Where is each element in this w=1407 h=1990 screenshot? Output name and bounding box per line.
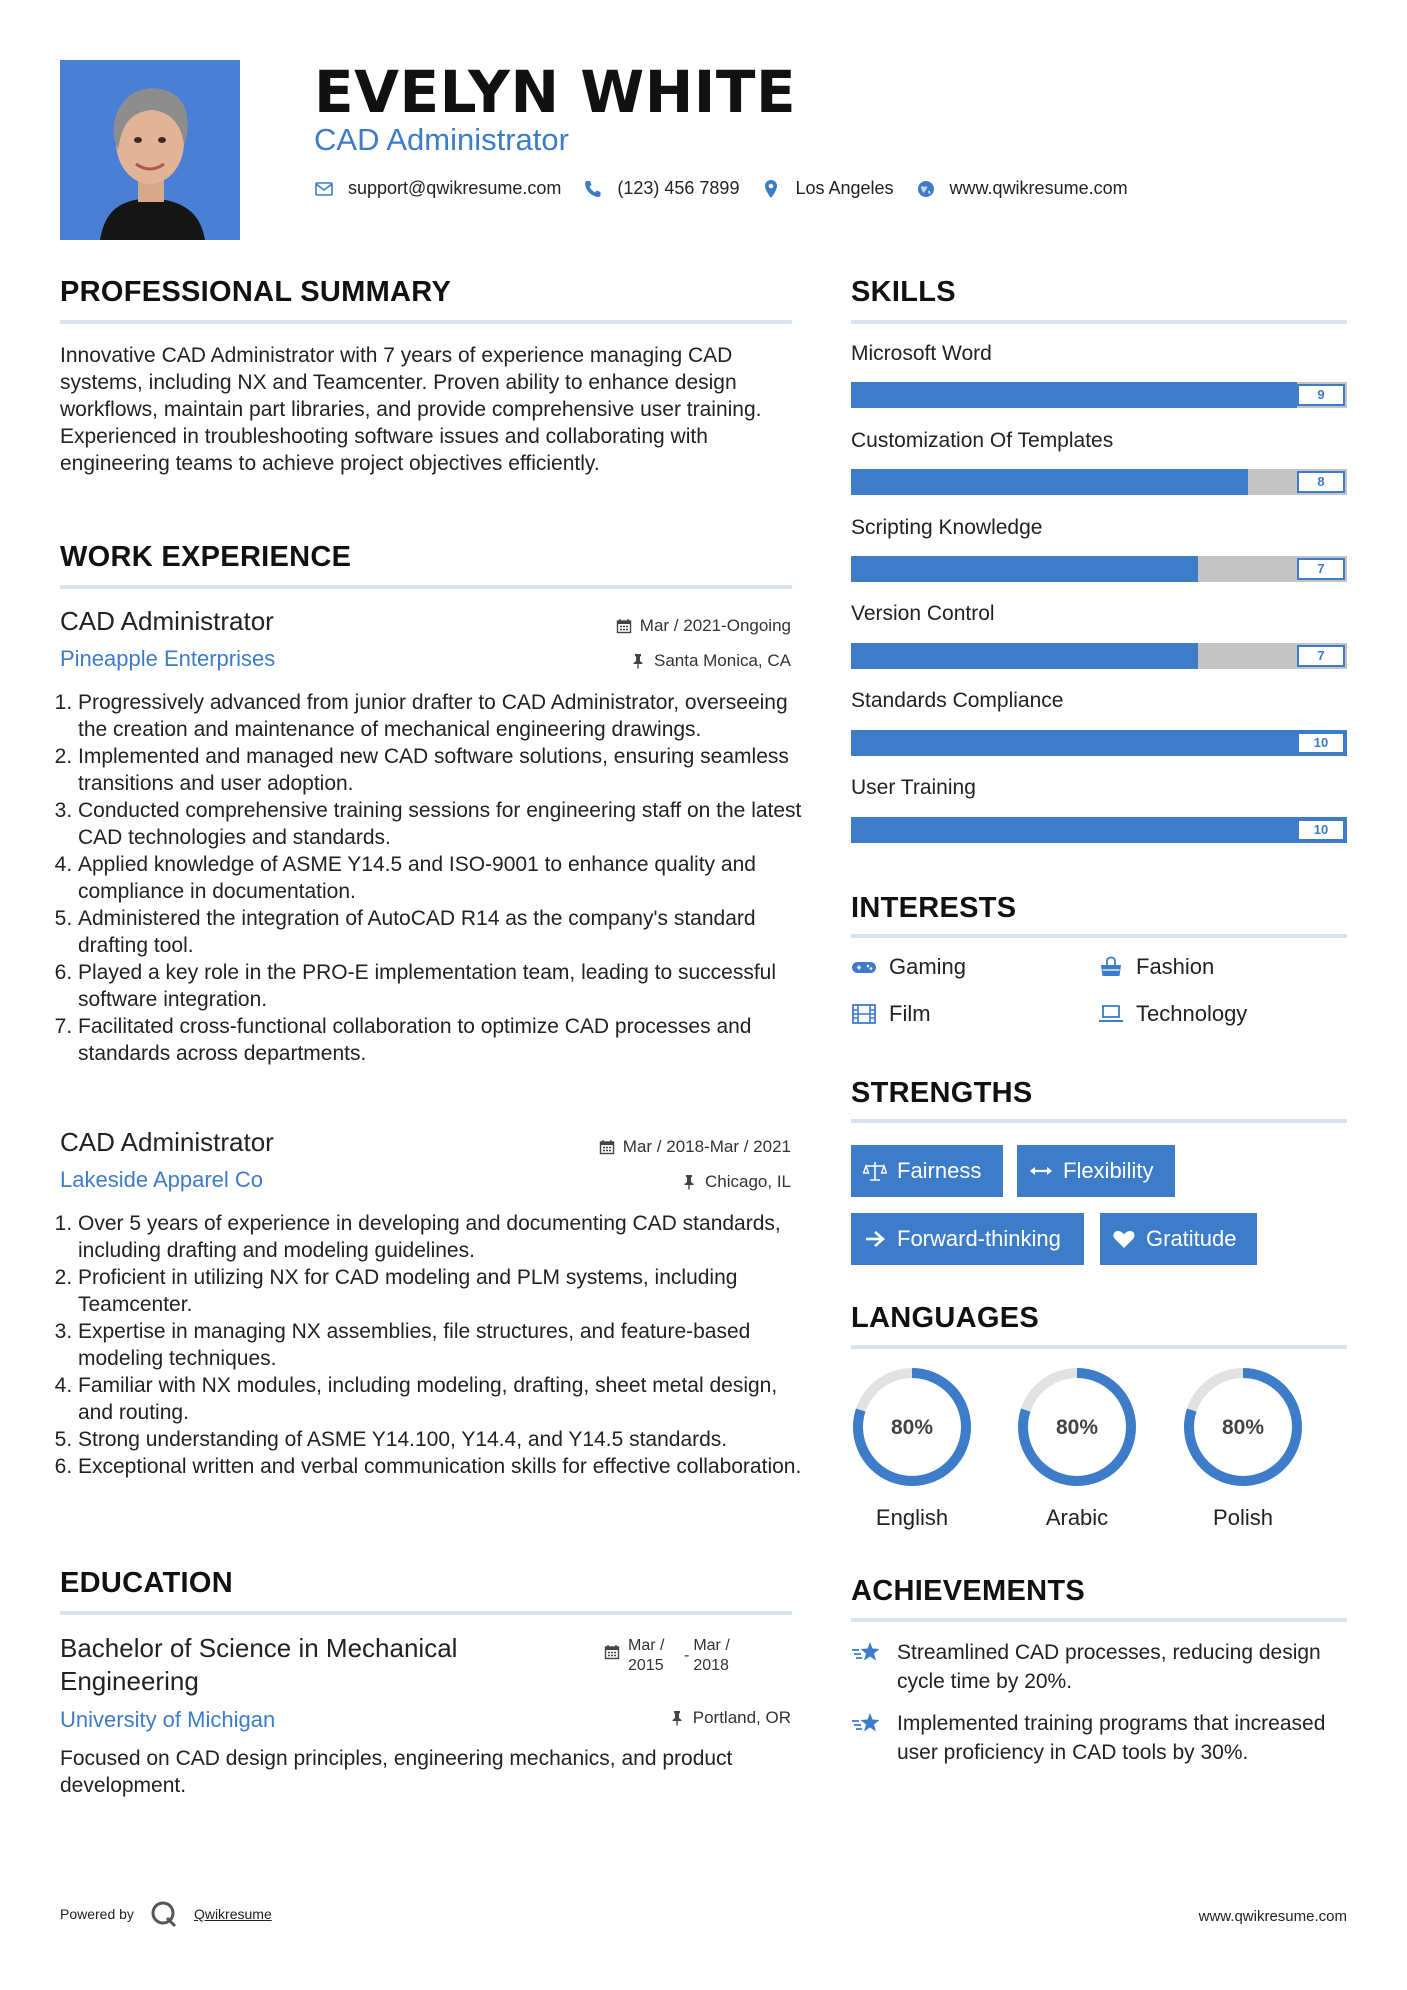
strengths-rule [851,1119,1347,1123]
skill-bar [851,817,1347,843]
education-end-date: Mar / 2018 [693,1637,730,1674]
experience-rule [60,585,792,589]
contact-bar [314,178,1150,199]
arrow-right-icon [863,1228,887,1250]
interest-item [851,954,966,980]
education-dates: Mar / 2015 - Mar / 2018 [604,1636,745,1676]
skill-level-badge: 10 [1297,732,1345,754]
website-text: www.qwikresume.com [949,178,1128,198]
job-title: CAD Administrator [60,1127,274,1157]
skill-level-badge: 7 [1297,558,1345,580]
list-item: 2. Proficient in utilizing NX for CAD modeling and PLM systems, including Teamcenter. [78,1264,810,1318]
footer-powered-by [60,1900,272,1928]
education-start-date: Mar / 2015 [628,1637,665,1674]
skill-bar [851,730,1347,756]
summary-text: Innovative CAD Administrator with 7 years of experience managing CAD systems, including NX and Teamcenter. Proven ability to enhance design workflows, maintain part libraries, and provide comprehensive user training. Experienced in troubleshooting software issues and collaborating with engineering teams to achieve project objectives efficiently. [60,344,762,475]
language-gauge [850,1365,974,1489]
skill-name: Microsoft Word [851,342,992,365]
skills-rule [851,320,1347,324]
globe-icon [916,179,936,199]
strength-chip [851,1213,1084,1265]
skill-bar [851,556,1347,582]
languages-rule [851,1345,1347,1349]
degree-title: Bachelor of Science in Mechanical Engineering [60,1633,458,1696]
experience-heading: WORK EXPERIENCE [60,541,352,573]
list-item: 6. Exceptional written and verbal communication skills for effective collaboration. [78,1453,810,1480]
profile-photo [60,60,240,240]
calendar-icon [616,618,632,634]
shooting-star-icon [851,1638,883,1666]
job-dates-text: Mar / 2018-Mar / 2021 [622,1137,791,1156]
job-location-text: Chicago, IL [705,1172,791,1191]
gauge-percent-label: 80% [890,1416,934,1439]
education-rule [60,1611,792,1615]
candidate-name: EVELYN WHITE [314,58,797,126]
shooting-star-icon [851,1709,883,1737]
pushpin-icon [669,1710,685,1726]
language-gauge [1181,1365,1305,1489]
laptop-icon [1098,1003,1124,1025]
achievement-item [851,1709,1351,1767]
skill-name: Standards Compliance [851,689,1064,712]
list-item: 4. Familiar with NX modules, including modeling, drafting, sheet metal design, and routing. [78,1372,810,1426]
strengths-heading: STRENGTHS [851,1077,1033,1109]
strength-chip [851,1145,1003,1197]
skill-bar-fill [851,730,1347,756]
job-title: CAD Administrator [60,606,274,636]
contact-website[interactable] [916,178,1128,199]
list-item: 2. Implemented and managed new CAD software solutions, ensuring seamless transitions and user adoption. [78,743,810,797]
company-name[interactable]: Lakeside Apparel Co [60,1167,264,1192]
company-name[interactable]: Pineapple Enterprises [60,646,276,671]
gamepad-icon [851,956,877,978]
skill-bar-fill [851,817,1347,843]
achievements-rule [851,1618,1347,1622]
skill-bar [851,469,1347,495]
job-dates [599,1137,791,1157]
envelope-icon [314,179,334,199]
interest-item [1098,954,1214,980]
summary-heading: PROFESSIONAL SUMMARY [60,276,452,308]
strength-chip [1100,1213,1257,1265]
list-item: 5. Administered the integration of AutoCAD R14 as the company's standard drafting tool. [78,905,810,959]
skill-name: Customization Of Templates [851,429,1114,452]
achievement-text: Implemented training programs that increased user proficiency in CAD tools by 30%. [897,1712,1326,1764]
calendar-icon [599,1139,615,1155]
list-item: 5. Strong understanding of ASME Y14.100, Y14.4, and Y14.5 standards. [78,1426,810,1453]
interest-label: Fashion [1136,954,1215,979]
film-icon [851,1003,877,1025]
pushpin-icon [630,653,646,669]
list-item: 1. Over 5 years of experience in developing and documenting CAD standards, including drafting and modeling guidelines. [78,1210,810,1264]
skill-name: Scripting Knowledge [851,516,1043,539]
gauge-percent-label: 80% [1055,1416,1099,1439]
school-name[interactable]: University of Michigan [60,1707,276,1732]
interest-item [851,1001,931,1027]
skill-bar [851,382,1347,408]
interests-heading: INTERESTS [851,892,1017,924]
email-text: support@qwikresume.com [348,178,562,198]
education-location-text: Portland, OR [692,1708,791,1727]
gauge-percent-label: 80% [1221,1416,1265,1439]
job-dates-text: Mar / 2021-Ongoing [639,616,791,635]
job-location [681,1172,791,1192]
list-item: 6. Played a key role in the PRO-E implementation team, leading to successful software integration. [78,959,810,1013]
interests-rule [851,934,1347,938]
list-item: 3. Conducted comprehensive training sessions for engineering staff on the latest CAD technologies and standards. [78,797,810,851]
language-item [1181,1365,1305,1531]
interest-item [1098,1001,1247,1027]
language-gauge [1015,1365,1139,1489]
skill-bar [851,643,1347,669]
skills-heading: SKILLS [851,276,956,308]
strength-label: Fairness [897,1158,982,1183]
list-item: 4. Applied knowledge of ASME Y14.5 and ISO-9001 to enhance quality and compliance in documentation. [78,851,810,905]
list-item: 3. Expertise in managing NX assemblies, file structures, and feature-based modeling techniques. [78,1318,810,1372]
balance-scale-icon [863,1160,887,1182]
candidate-title: CAD Administrator [314,122,569,157]
job-bullets [60,1210,810,1480]
contact-location [761,178,893,199]
strength-label: Flexibility [1063,1158,1154,1183]
phone-icon [583,179,603,199]
skill-level-badge: 10 [1297,819,1345,841]
qwikresume-link[interactable]: Qwikresume [193,1906,272,1922]
phone-text: (123) 456 7899 [617,178,740,198]
strength-label: Forward-thinking [897,1226,1061,1251]
contact-phone[interactable] [583,178,739,199]
summary-rule [60,320,792,324]
language-name: English [875,1505,949,1530]
pushpin-icon [681,1174,697,1190]
interest-label: Gaming [889,954,967,979]
skill-bar-fill [851,556,1198,582]
skill-name: Version Control [851,602,995,625]
shopping-bag-icon [1098,956,1124,978]
skill-bar-fill [851,382,1297,408]
skill-name: User Training [851,776,976,799]
strength-chip [1017,1145,1175,1197]
list-item: 1. Progressively advanced from junior drafter to CAD Administrator, overseeing the creation and maintenance of mechanical engineering drawings. [78,689,810,743]
job-dates [616,616,791,636]
calendar-icon [604,1644,620,1660]
language-name: Polish [1213,1505,1273,1530]
skill-level-badge: 8 [1297,471,1345,493]
list-item: 7. Facilitated cross-functional collaboration to optimize CAD processes and standards across departments. [78,1013,810,1067]
strength-label: Gratitude [1146,1226,1237,1251]
footer-url[interactable]: www.qwikresume.com [1198,1908,1347,1925]
education-location [669,1708,791,1728]
heart-icon [1112,1228,1136,1250]
language-item [1015,1365,1139,1531]
skill-bar-fill [851,643,1198,669]
skill-bar-fill [851,469,1248,495]
job-location [630,651,791,671]
qwikresume-logo-icon [150,1900,178,1928]
achievement-item [851,1638,1351,1696]
powered-by-label: Powered by [60,1906,134,1922]
skill-level-badge: 7 [1297,645,1345,667]
education-description: Focused on CAD design principles, engineering mechanics, and product development. [60,1747,733,1797]
location-text: Los Angeles [795,178,894,198]
contact-email[interactable] [314,178,561,199]
achievement-text: Streamlined CAD processes, reducing design cycle time by 20%. [897,1641,1321,1693]
job-bullets [60,689,810,1067]
language-name: Arabic [1045,1505,1109,1530]
languages-heading: LANGUAGES [851,1302,1039,1334]
skill-level-badge: 9 [1297,384,1345,406]
language-item [850,1365,974,1531]
interest-label: Technology [1136,1001,1248,1026]
achievements-heading: ACHIEVEMENTS [851,1575,1086,1607]
interest-label: Film [889,1001,931,1026]
education-heading: EDUCATION [60,1567,233,1599]
job-location-text: Santa Monica, CA [653,651,791,670]
arrows-horizontal-icon [1029,1160,1053,1182]
map-pin-icon [761,179,781,199]
